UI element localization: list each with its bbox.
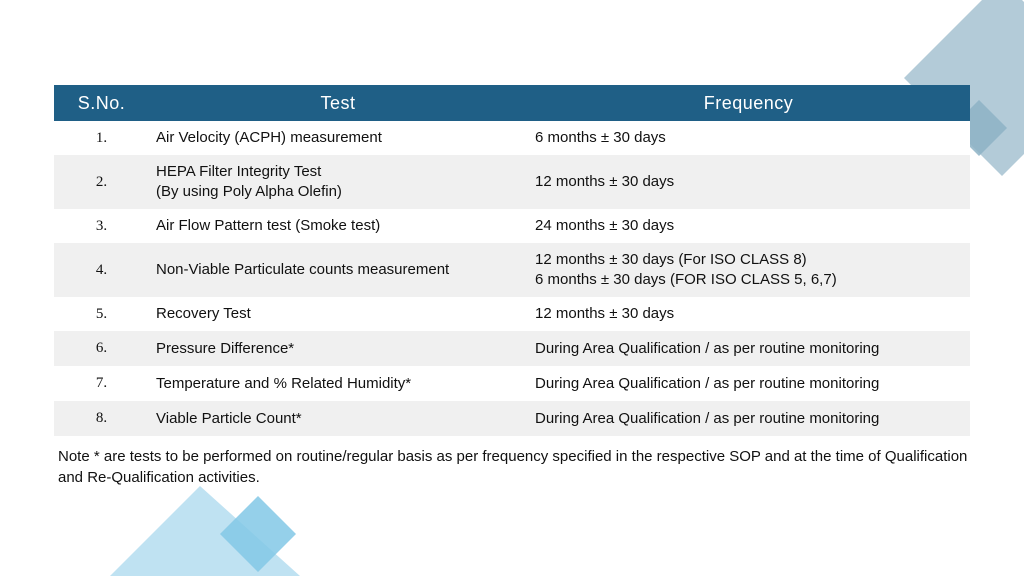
row-test xyxy=(149,209,527,243)
row-sno: 2. xyxy=(54,155,149,209)
row-sno: 5. xyxy=(54,297,149,331)
row-frequency xyxy=(527,209,970,243)
test-line: Non-Viable Particulate counts measurement xyxy=(156,261,450,278)
row-test xyxy=(149,297,527,331)
frequency-line: During Area Qualification / as per routine monitoring xyxy=(535,374,880,392)
table-row xyxy=(54,155,970,209)
row-sno: 4. xyxy=(54,243,149,297)
row-test xyxy=(149,155,527,209)
frequency-line: During Area Qualification / as per routine monitoring xyxy=(535,339,880,357)
table-row xyxy=(54,121,970,155)
frequency-line: 24 months ± 30 days xyxy=(535,217,675,234)
row-frequency xyxy=(527,243,970,297)
header-sno: S.No. xyxy=(54,85,149,121)
test-line: Viable Particle Count* xyxy=(156,409,302,427)
test-line: Temperature and % Related Humidity* xyxy=(156,374,412,392)
table-row xyxy=(54,297,970,331)
table-row xyxy=(54,209,970,243)
footnote: Note * are tests to be performed on routine/regular basis as per frequency specified in the respective SOP and at the time of Qualification and Re-Qualification activities. xyxy=(58,448,968,486)
test-line: Pressure Difference* xyxy=(156,339,295,357)
row-frequency xyxy=(527,121,970,155)
row-test xyxy=(149,401,527,436)
row-sno: 3. xyxy=(54,209,149,243)
row-frequency xyxy=(527,401,970,436)
row-test xyxy=(149,121,527,155)
test-line: HEPA Filter Integrity Test xyxy=(156,163,322,180)
frequency-line: 12 months ± 30 days (For ISO CLASS 8) xyxy=(535,251,807,268)
row-test xyxy=(149,243,527,297)
row-test xyxy=(149,331,527,366)
row-frequency xyxy=(527,297,970,331)
test-line: Recovery Test xyxy=(156,305,251,322)
test-line: Air Velocity (ACPH) measurement xyxy=(156,129,382,146)
frequency-line: 12 months ± 30 days xyxy=(535,305,675,322)
frequency-line: 6 months ± 30 days (FOR ISO CLASS 5, 6,7) xyxy=(535,271,837,288)
header-frequency: Frequency xyxy=(527,85,970,121)
row-frequency xyxy=(527,331,970,366)
table-row xyxy=(54,243,970,297)
table-row xyxy=(54,331,970,366)
row-frequency xyxy=(527,155,970,209)
frequency-line: 6 months ± 30 days xyxy=(535,129,666,146)
frequency-line: 12 months ± 30 days xyxy=(535,173,675,190)
row-sno: 6. xyxy=(54,331,149,366)
table-header-row xyxy=(54,85,970,121)
frequency-line: During Area Qualification / as per routine monitoring xyxy=(535,409,880,427)
header-test: Test xyxy=(149,85,527,121)
frequency-table xyxy=(54,85,970,436)
row-sno: 8. xyxy=(54,401,149,436)
row-sno: 1. xyxy=(54,121,149,155)
test-line: (By using Poly Alpha Olefin) xyxy=(156,183,342,200)
row-test xyxy=(149,366,527,401)
test-line: Air Flow Pattern test (Smoke test) xyxy=(156,217,381,234)
table-row xyxy=(54,366,970,401)
row-sno: 7. xyxy=(54,366,149,401)
table-row xyxy=(54,401,970,436)
row-frequency xyxy=(527,366,970,401)
